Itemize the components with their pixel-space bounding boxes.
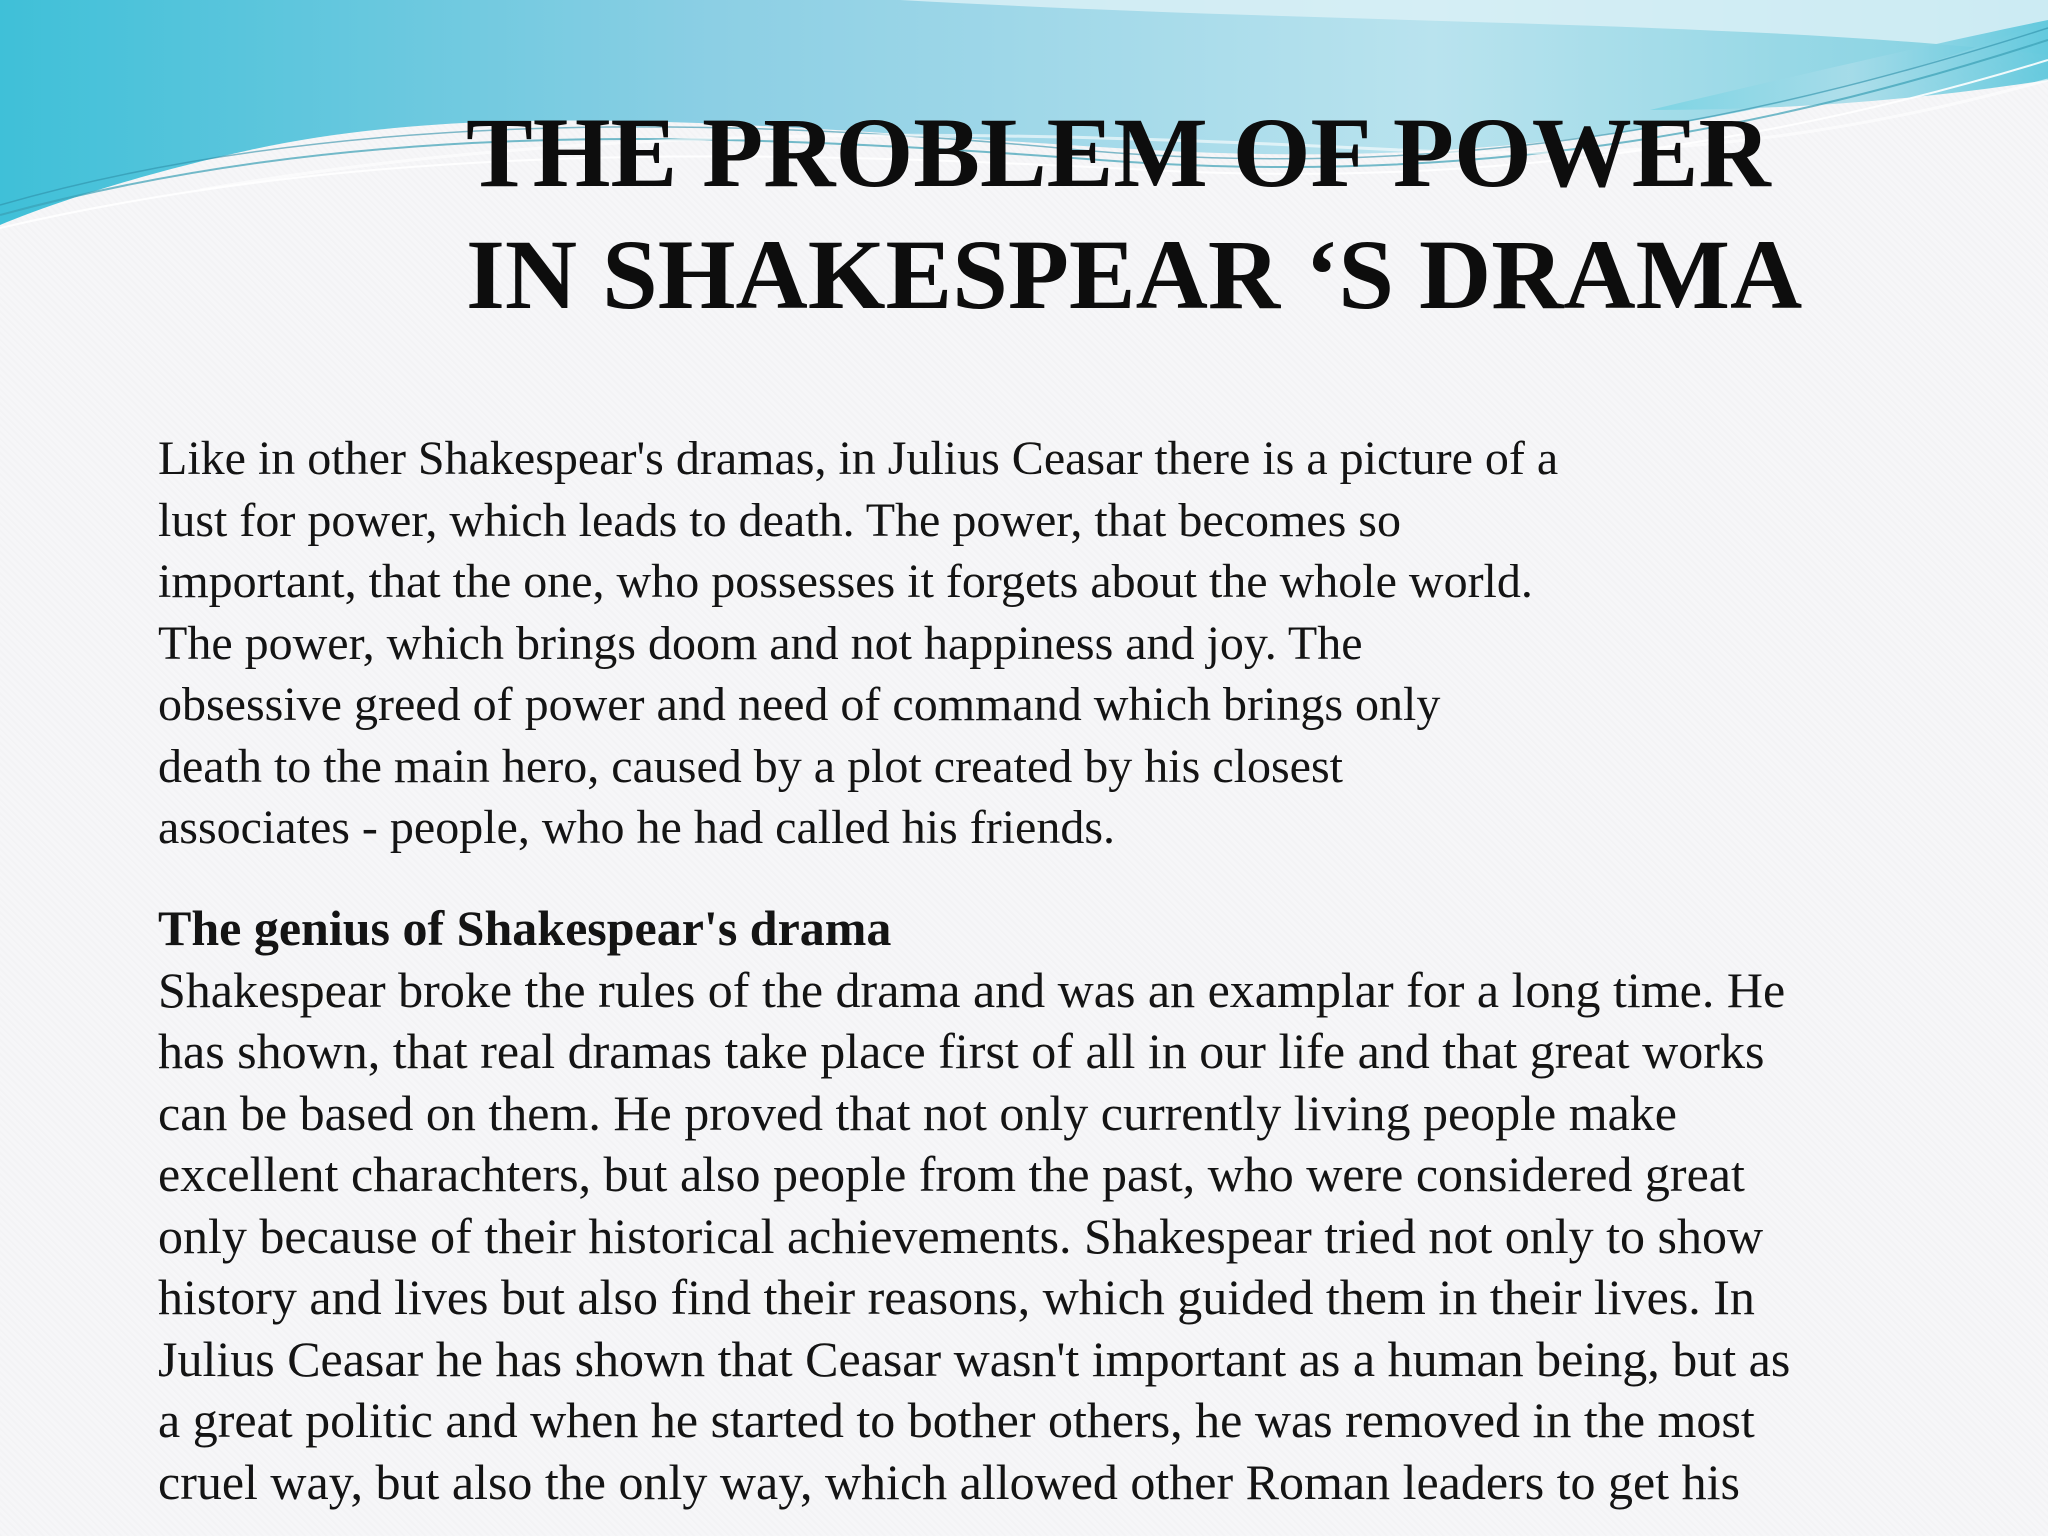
intro-line: obsessive greed of power and need of command which brings only [158, 678, 1441, 731]
intro-line: Like in other Shakespear's dramas, in Julius Ceasar there is a picture of a [158, 432, 1559, 485]
intro-line: important, that the one, who possesses it forgets about the whole world. [158, 555, 1533, 608]
section-line: Julius Ceasar he has shown that Ceasar wasn't important as a human being, but as [158, 1330, 1791, 1387]
section-line: only because of their historical achievements. Shakespear tried not only to show [158, 1207, 1764, 1264]
section-line: has shown, that real dramas take place first of all in our life and that great works [158, 1023, 1765, 1079]
intro-line: associates - people, who he had called his friends. [158, 801, 1116, 854]
title-line: THE PROBLEM OF POWER [466, 97, 1771, 208]
slide-title [466, 92, 1866, 336]
intro-line: lust for power, which leads to death. The power, that becomes so [158, 493, 1401, 547]
intro-paragraph [158, 428, 1918, 859]
section-line: history and lives but also find their reasons, which guided them in their lives. In [158, 1269, 1755, 1325]
section-line: can be based on them. He proved that not only currently living people make [158, 1084, 1677, 1141]
title-line: IN SHAKESPEAR ‘S DRAMA [466, 219, 1803, 330]
intro-line: death to the main hero, caused by a plot created by his closest [158, 739, 1343, 793]
genius-section [158, 898, 2018, 1513]
section-line: cruel way, but also the only way, which allowed other Roman leaders to get his [158, 1453, 1740, 1510]
section-line: a great politic and when he started to bother others, he was removed in the most [158, 1392, 1755, 1448]
section-line: Shakespear broke the rules of the drama and was an examplar for a long time. He [158, 961, 1786, 1018]
section-heading: The genius of Shakespear's drama [158, 900, 892, 956]
section-line: excellent charachters, but also people from the past, who were considered great [158, 1146, 1745, 1202]
intro-line: The power, which brings doom and not happiness and joy. The [158, 616, 1363, 670]
